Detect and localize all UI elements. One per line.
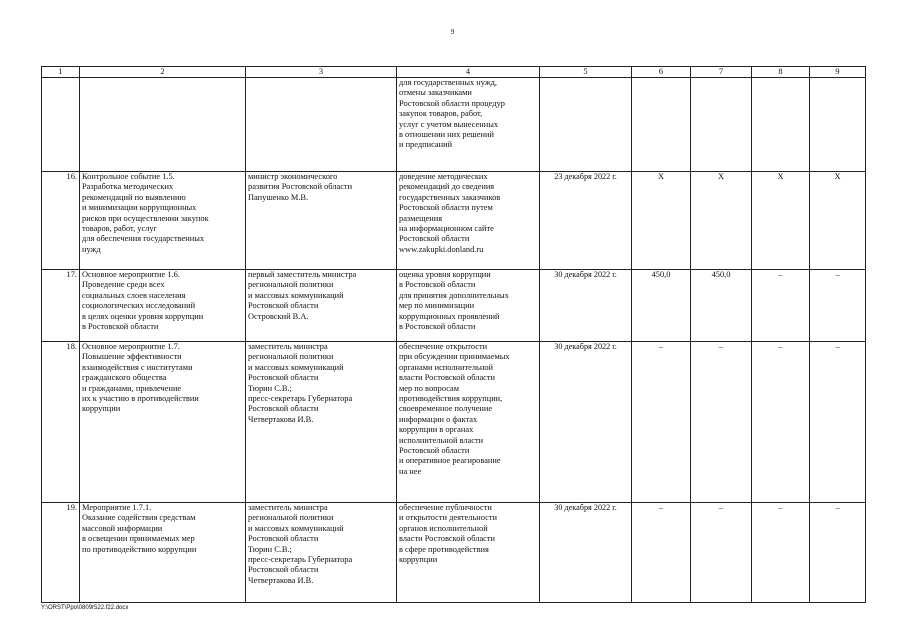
value-col-6: Х [632,172,691,270]
measures-table [41,66,866,603]
row-number: 18. [42,342,80,503]
column-header: 3 [246,67,397,78]
measure-name: Основное мероприятие 1.7. Повышение эффективности взаимодействия с институтами гражданского общества и гражданами, привлечение их к участию в противодействии коррупции [80,342,246,503]
row-number [42,78,80,172]
table-row [42,270,866,342]
page-number: 9 [450,28,455,36]
column-header: 4 [397,67,540,78]
table-row [42,78,866,172]
column-header: 5 [540,67,632,78]
table-row [42,342,866,503]
executor: заместитель министра региональной политики и массовых коммуникаций Ростовской области Тюрин С.В.; пресс-секретарь Губернатора Ростовской области Четвертакова И.В. [246,342,397,503]
value-col-8 [752,78,810,172]
column-header: 8 [752,67,810,78]
value-col-9 [810,78,866,172]
header-row [42,67,866,78]
column-header: 7 [691,67,752,78]
measure-name: Контрольное событие 1.5. Разработка методических рекомендаций по выявлению и минимизации коррупционных рисков при осуществлении закупок товаров, работ, услуг для обеспечения государственных нужд [80,172,246,270]
column-header: 1 [42,67,80,78]
column-header: 9 [810,67,866,78]
value-col-7: – [691,503,752,603]
row-number: 19. [42,503,80,603]
expected-result: оценка уровня коррупции в Ростовской области для принятия дополнительных мер по минимизации коррупционных проявлений в Ростовской области [397,270,540,342]
expected-result: доведение методических рекомендаций до сведения государственных заказчиков Ростовской области путем размещения на информационном сайте Ростовской области www.zakupki.donland.ru [397,172,540,270]
measure-name: Мероприятие 1.7.1. Оказание содействия средствам массовой информации в освещении принимаемых мер по противодействию коррупции [80,503,246,603]
row-number: 17. [42,270,80,342]
table-row [42,503,866,603]
value-col-8: – [752,342,810,503]
value-col-9: – [810,503,866,603]
deadline: 23 декабря 2022 г. [540,172,632,270]
value-col-9: – [810,270,866,342]
file-path-footer: Y:\ORST\Ppo\0809r522.f22.docx [41,605,129,611]
value-col-7: – [691,342,752,503]
deadline: 30 декабря 2022 г. [540,503,632,603]
executor: министр экономического развития Ростовской области Папушенко М.В. [246,172,397,270]
value-col-6: – [632,503,691,603]
value-col-8: – [752,503,810,603]
deadline: 30 декабря 2022 г. [540,342,632,503]
deadline: 30 декабря 2022 г. [540,270,632,342]
value-col-7: Х [691,172,752,270]
table-row [42,172,866,270]
value-col-6: – [632,342,691,503]
value-col-6 [632,78,691,172]
column-header: 6 [632,67,691,78]
column-header: 2 [80,67,246,78]
expected-result: обеспечение публичности и открытости деятельности органов исполнительной власти Ростовской области в сфере противодействия коррупции [397,503,540,603]
value-col-9: – [810,342,866,503]
value-col-9: Х [810,172,866,270]
executor: первый заместитель министра региональной политики и массовых коммуникаций Ростовской области Островский В.А. [246,270,397,342]
executor: заместитель министра региональной политики и массовых коммуникаций Ростовской области Тюрин С.В.; пресс-секретарь Губернатора Ростовской области Четвертакова И.В. [246,503,397,603]
executor [246,78,397,172]
deadline [540,78,632,172]
measure-name: Основное мероприятие 1.6. Проведение среди всех социальных слоев населения социологических исследований в целях оценки уровня коррупции в Ростовской области [80,270,246,342]
value-col-6: 450,0 [632,270,691,342]
expected-result: для государственных нужд, отмены заказчиками Ростовской области процедур закупок товаров, работ, услуг с учетом вынесенных в отношении них решений и предписаний [397,78,540,172]
value-col-8: – [752,270,810,342]
value-col-7 [691,78,752,172]
expected-result: обеспечение открытости при обсуждении принимаемых органами исполнительной власти Ростовской области мер по вопросам противодействия коррупции, своевременное получение информации о фактах коррупции в органах исполнительной власти Ростовской области и оперативное реагирование на нее [397,342,540,503]
measure-name [80,78,246,172]
row-number: 16. [42,172,80,270]
value-col-7: 450,0 [691,270,752,342]
value-col-8: Х [752,172,810,270]
